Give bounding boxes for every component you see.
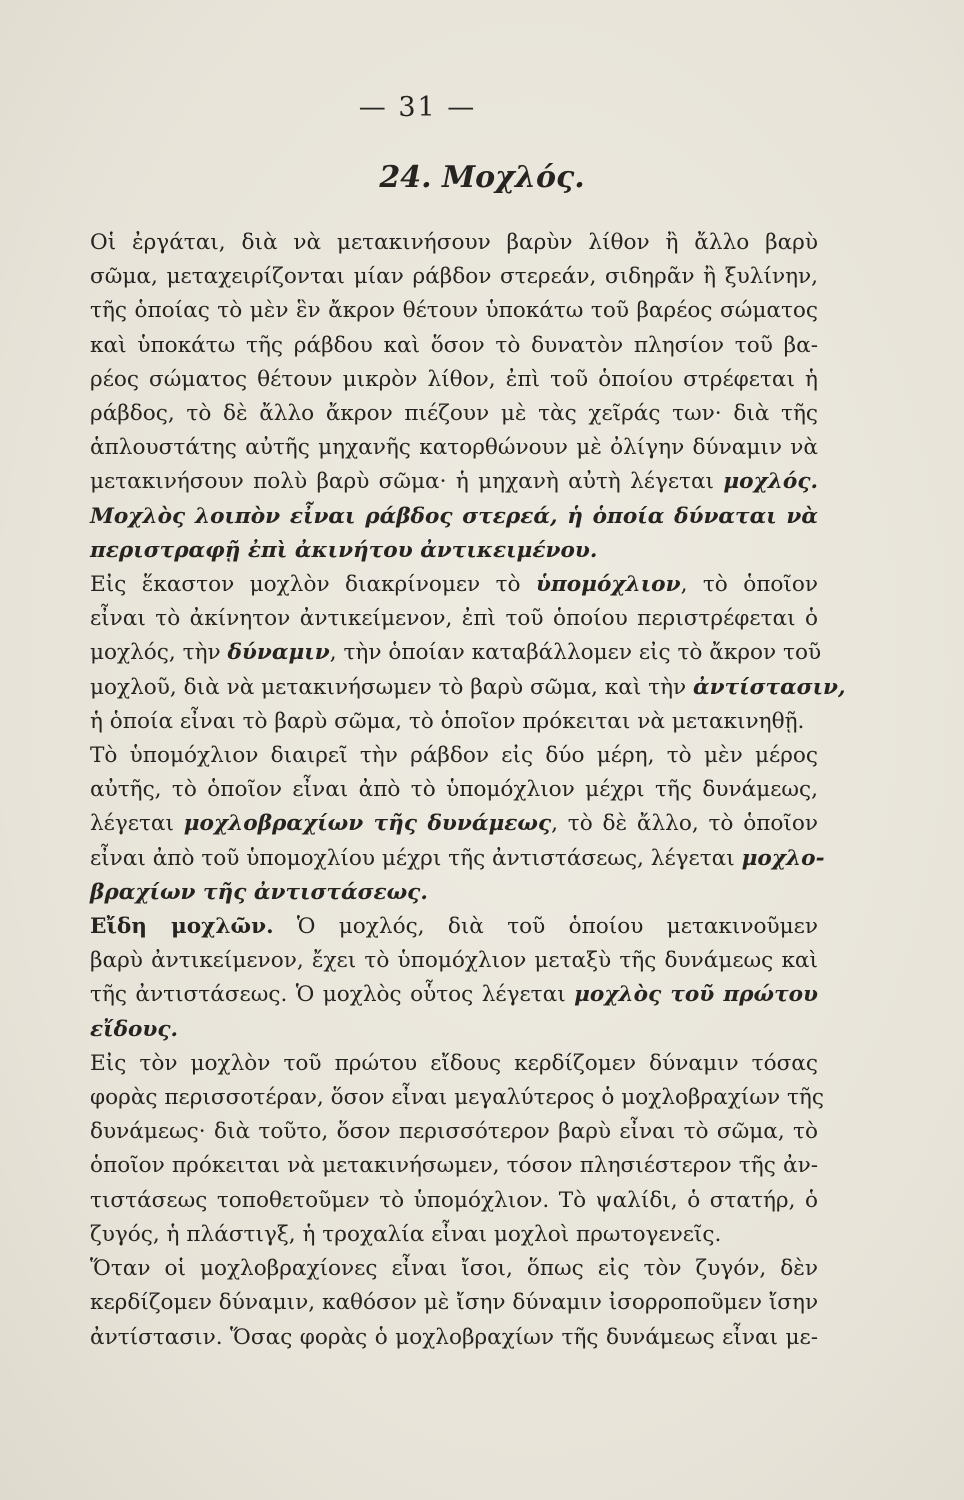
emphasis-text: μοχλοβραχίων τῆς δυνάμεως (183, 811, 552, 837)
emphasis-text: μοχλὸς τοῦ πρώτου (574, 982, 818, 1008)
text-segment: εἶναι τὸ ἀκίνητον ἀντικείμενον, ἐπὶ τοῦ ὁποίου περιστρέφεται ὁ (90, 606, 818, 632)
text-line (90, 671, 846, 705)
text-segment: Εἰς ἕκαστον μοχλὸν διακρίνομεν τὸ (90, 572, 536, 598)
text-line (90, 1149, 818, 1183)
text-line (90, 602, 818, 636)
text-segment: ὁποῖον πρόκειται νὰ μετακινήσωμεν, τόσον πλησιέστερον τῆς ἀν- (90, 1153, 818, 1179)
section-heading: 24. Μοχλός. (379, 160, 585, 195)
emphasis-text: ὑπομόχλιον (535, 572, 681, 598)
text-line (90, 1252, 818, 1286)
text-line (90, 910, 818, 944)
text-line (90, 1218, 818, 1252)
text-line (90, 465, 818, 499)
text-line (90, 978, 818, 1012)
text-line (90, 842, 825, 876)
text-segment: Οἱ ἐργάται, διὰ νὰ μετακινήσουν βαρὺν λίθον ἢ ἄλλο βαρὺ (90, 230, 818, 255)
text-line (90, 431, 818, 465)
text-line (90, 1286, 818, 1320)
text-segment: , τὸ δὲ ἄλλο, τὸ ὁποῖον (551, 811, 818, 837)
text-segment: δυνάμεως· διὰ τοῦτο, ὅσον περισσότερον βαρὺ εἶναι τὸ σῶμα, τὸ (90, 1119, 818, 1145)
text-segment: αὐτῆς, τὸ ὁποῖον εἶναι ἀπὸ τὸ ὑπομόχλιον μέχρι τῆς δυνάμεως, (90, 777, 818, 803)
page-number: — 31 — (358, 92, 477, 123)
text-segment: φορὰς περισσοτέραν, ὅσον εἶναι μεγαλύτερος ὁ μοχλοβραχίων τῆς (90, 1085, 824, 1111)
text-line (90, 363, 818, 397)
text-segment: ζυγός, ἡ πλάστιγξ, ἡ τροχαλία εἶναι μοχλοὶ πρωτογενεῖς. (90, 1221, 722, 1247)
text-segment: , τὸ ὁποῖον (680, 572, 819, 598)
subheading-text: Εἴδη μοχλῶν. (90, 914, 274, 940)
text-line (90, 500, 818, 534)
text-line (90, 534, 818, 568)
text-segment: βαρὺ ἀντικείμενον, ἔχει τὸ ὑπομόχλιον μεταξὺ τῆς δυνάμεως καὶ (90, 948, 818, 974)
text-segment: Εἰς τὸν μοχλὸν τοῦ πρώτου εἴδους κερδίζομεν δύναμιν τόσας (90, 1050, 818, 1076)
text-segment: μοχλοῦ, διὰ νὰ μετακινήσωμεν τὸ βαρὺ σῶμα, καὶ τὴν (90, 674, 694, 700)
text-line (90, 739, 818, 773)
text-line (90, 397, 818, 431)
emphasis-text: δύναμιν (227, 640, 330, 666)
text-segment: ἡ ὁποία εἶναι τὸ βαρὺ σῶμα, τὸ ὁποῖον πρόκειται νὰ μετακινηθῇ. (90, 708, 805, 734)
text-segment: μετακινήσουν πολὺ βαρὺ σῶμα· ἡ μηχανὴ αὐτὴ λέγεται (90, 469, 724, 495)
text-segment: τῆς ὁποίας τὸ μὲν ἓν ἄκρον θέτουν ὑποκάτω τοῦ βαρέος σώματος (90, 298, 818, 324)
text-line (90, 1321, 818, 1355)
text-segment: εἶναι ἀπὸ τοῦ ὑπομοχλίου μέχρι τῆς ἀντιστάσεως, λέγεται (90, 845, 742, 871)
text-line (90, 1184, 818, 1218)
text-segment: ρέος σώματος θέτουν μικρὸν λίθον, ἐπὶ τοῦ ὁποίου στρέφεται ἡ (90, 366, 818, 392)
emphasis-text: μοχλο- (741, 845, 825, 871)
text-line (90, 807, 818, 841)
text-line (90, 226, 818, 260)
text-line (90, 568, 818, 602)
text-line (90, 876, 818, 910)
emphasis-text: Μοχλὸς λοιπὸν εἶναι ράβδος στερεά, ἡ ὁποία δύναται νὰ (90, 503, 818, 529)
text-segment: κερδίζομεν δύναμιν, καθόσον μὲ ἴσην δύναμιν ἰσορροποῦμεν ἴσην (90, 1290, 819, 1316)
emphasis-text: μοχλός. (723, 469, 818, 495)
text-segment: , τὴν ὁποίαν καταβάλλομεν εἰς τὸ ἄκρον τοῦ (329, 640, 822, 666)
text-segment: Ὅταν οἱ μοχλοβραχίονες εἶναι ἴσοι, ὅπως εἰς τὸν ζυγόν, δὲν (90, 1256, 818, 1282)
text-line (90, 1047, 818, 1081)
text-segment: μοχλός, τὴν (90, 640, 228, 666)
text-segment: καὶ ὑποκάτω τῆς ράβδου καὶ ὅσον τὸ δυνατὸν πλησίον τοῦ βα- (90, 332, 818, 358)
text-line (90, 329, 818, 363)
text-line (90, 773, 818, 807)
text-segment: λέγεται (90, 811, 184, 837)
body-text (90, 226, 846, 1355)
text-line (90, 294, 818, 328)
text-segment: ἁπλουστάτης αὐτῆς μηχανῆς κατορθώνουν μὲ ὀλίγην δύναμιν νὰ (90, 435, 818, 461)
text-line (90, 1115, 818, 1149)
text-line (90, 1013, 818, 1047)
text-line (90, 944, 818, 978)
text-line (90, 1081, 824, 1115)
emphasis-text: βραχίων τῆς ἀντιστάσεως. (90, 879, 428, 905)
text-line (90, 705, 818, 739)
emphasis-text: περιστραφῇ ἐπὶ ἀκινήτου ἀντικειμένου. (90, 537, 598, 563)
text-line (90, 260, 818, 294)
text-segment: Τὸ ὑπομόχλιον διαιρεῖ τὴν ράβδον εἰς δύο μέρη, τὸ μὲν μέρος (90, 743, 818, 769)
text-segment: ἀντίστασιν. Ὅσας φορὰς ὁ μοχλοβραχίων τῆς δυνάμεως εἶναι με- (90, 1324, 818, 1350)
emphasis-text: ἀντίστασιν, (693, 674, 846, 700)
text-segment: ράβδος, τὸ δὲ ἄλλο ἄκρον πιέζουν μὲ τὰς χεῖράς των· διὰ τῆς (90, 401, 818, 427)
text-segment: τῆς ἀντιστάσεως. Ὁ μοχλὸς οὗτος λέγεται (90, 982, 575, 1008)
text-segment: σῶμα, μεταχειρίζονται μίαν ράβδον στερεάν, σιδηρᾶν ἢ ξυλίνην, (90, 264, 818, 290)
emphasis-text: εἴδους. (90, 1016, 179, 1042)
text-line (90, 636, 822, 670)
text-segment: τιστάσεως τοποθετοῦμεν τὸ ὑπομόχλιον. Τὸ ψαλίδι, ὁ στατήρ, ὁ (90, 1187, 818, 1213)
text-segment: Ὁ μοχλός, διὰ τοῦ ὁποίου μετακινοῦμεν (273, 914, 818, 940)
